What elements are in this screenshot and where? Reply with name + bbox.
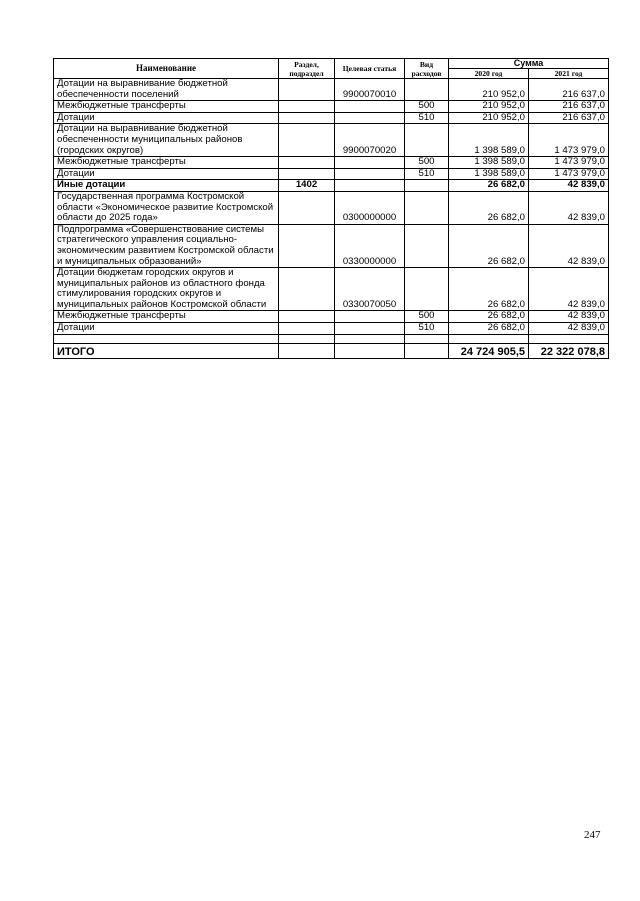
total-amount-2020: 24 724 905,5 [449,343,529,358]
table-row [54,180,609,192]
cell-expense: 510 [405,168,449,180]
cell-expense [405,191,449,224]
header-expense: Вид расходов [405,59,449,79]
cell-target: 9900070020 [335,124,405,157]
cell-section [279,157,335,169]
cell-expense [405,124,449,157]
cell-amount-2021: 216 637,0 [529,79,609,101]
cell-target [335,323,405,335]
cell-name: Дотации [54,168,279,180]
cell-section [279,311,335,323]
empty-cell [279,343,335,358]
cell-target: 0330000000 [335,224,405,267]
cell-amount-2021: 216 637,0 [529,101,609,113]
cell-target [335,101,405,113]
cell-amount-2021: 1 473 979,0 [529,124,609,157]
cell-target [335,311,405,323]
budget-table [53,58,609,359]
cell-name: Дотации [54,323,279,335]
cell-amount-2021: 42 839,0 [529,311,609,323]
cell-amount-2020: 26 682,0 [449,180,529,192]
cell-section [279,224,335,267]
cell-amount-2020: 210 952,0 [449,101,529,113]
cell-expense: 510 [405,112,449,124]
cell-section [279,124,335,157]
header-section: Раздел, подраздел [279,59,335,79]
cell-section [279,79,335,101]
empty-cell [405,334,449,343]
cell-amount-2020: 26 682,0 [449,323,529,335]
cell-expense: 500 [405,311,449,323]
table-row [54,168,609,180]
cell-amount-2020: 1 398 589,0 [449,168,529,180]
cell-amount-2020: 26 682,0 [449,268,529,311]
cell-name: Дотации бюджетам городских округов и муниципальных районов из областного фонда стимулирования городских округов и муниципальных районов Костромской области [54,268,279,311]
empty-cell [405,343,449,358]
empty-cell [54,334,279,343]
cell-amount-2020: 26 682,0 [449,224,529,267]
table-row [54,191,609,224]
cell-name: Межбюджетные трансферты [54,157,279,169]
cell-target [335,180,405,192]
table-row [54,79,609,101]
total-row [54,343,609,358]
cell-amount-2020: 210 952,0 [449,112,529,124]
cell-amount-2021: 42 839,0 [529,268,609,311]
table-row [54,157,609,169]
header-year-2020: 2020 год [449,69,529,79]
table-row [54,311,609,323]
cell-name: Подпрограмма «Совершенствование системы стратегического управления социально-экономическим развитием Костромской области и муниципальных образований» [54,224,279,267]
cell-amount-2020: 26 682,0 [449,311,529,323]
cell-name: Государственная программа Костромской области «Экономическое развитие Костромской области до 2025 года» [54,191,279,224]
empty-cell [279,334,335,343]
header-target: Целевая статья [335,59,405,79]
total-amount-2021: 22 322 078,8 [529,343,609,358]
header-sum: Сумма [449,59,609,69]
cell-amount-2020: 26 682,0 [449,191,529,224]
table-row [54,124,609,157]
empty-cell [335,334,405,343]
cell-target: 9900070010 [335,79,405,101]
cell-target [335,168,405,180]
cell-section [279,191,335,224]
cell-amount-2020: 1 398 589,0 [449,157,529,169]
empty-cell [335,343,405,358]
cell-section [279,112,335,124]
cell-expense [405,224,449,267]
cell-expense [405,268,449,311]
empty-cell [449,334,529,343]
cell-target: 0330070050 [335,268,405,311]
table-row [54,224,609,267]
cell-expense [405,79,449,101]
page-number: 247 [584,829,601,841]
cell-expense: 500 [405,101,449,113]
header-name: Наименование [54,59,279,79]
cell-name: Межбюджетные трансферты [54,311,279,323]
table-row [54,268,609,311]
cell-section [279,168,335,180]
cell-expense: 500 [405,157,449,169]
cell-expense [405,180,449,192]
cell-section [279,268,335,311]
table-row [54,101,609,113]
cell-amount-2021: 42 839,0 [529,180,609,192]
table-row [54,323,609,335]
cell-amount-2021: 42 839,0 [529,224,609,267]
table-body [54,79,609,359]
cell-section: 1402 [279,180,335,192]
cell-target [335,112,405,124]
table-row [54,112,609,124]
cell-amount-2021: 216 637,0 [529,112,609,124]
cell-name: Дотации [54,112,279,124]
cell-amount-2020: 210 952,0 [449,79,529,101]
cell-section [279,101,335,113]
cell-amount-2021: 42 839,0 [529,191,609,224]
total-label: ИТОГО [54,343,279,358]
cell-expense: 510 [405,323,449,335]
cell-name: Иные дотации [54,180,279,192]
cell-target: 0300000000 [335,191,405,224]
cell-section [279,323,335,335]
empty-cell [529,334,609,343]
cell-target [335,157,405,169]
header-year-2021: 2021 год [529,69,609,79]
cell-amount-2020: 1 398 589,0 [449,124,529,157]
empty-row [54,334,609,343]
cell-amount-2021: 1 473 979,0 [529,157,609,169]
cell-name: Межбюджетные трансферты [54,101,279,113]
cell-amount-2021: 1 473 979,0 [529,168,609,180]
cell-name: Дотации на выравнивание бюджетной обеспеченности поселений [54,79,279,101]
cell-name: Дотации на выравнивание бюджетной обеспеченности муниципальных районов (городских округов) [54,124,279,157]
cell-amount-2021: 42 839,0 [529,323,609,335]
